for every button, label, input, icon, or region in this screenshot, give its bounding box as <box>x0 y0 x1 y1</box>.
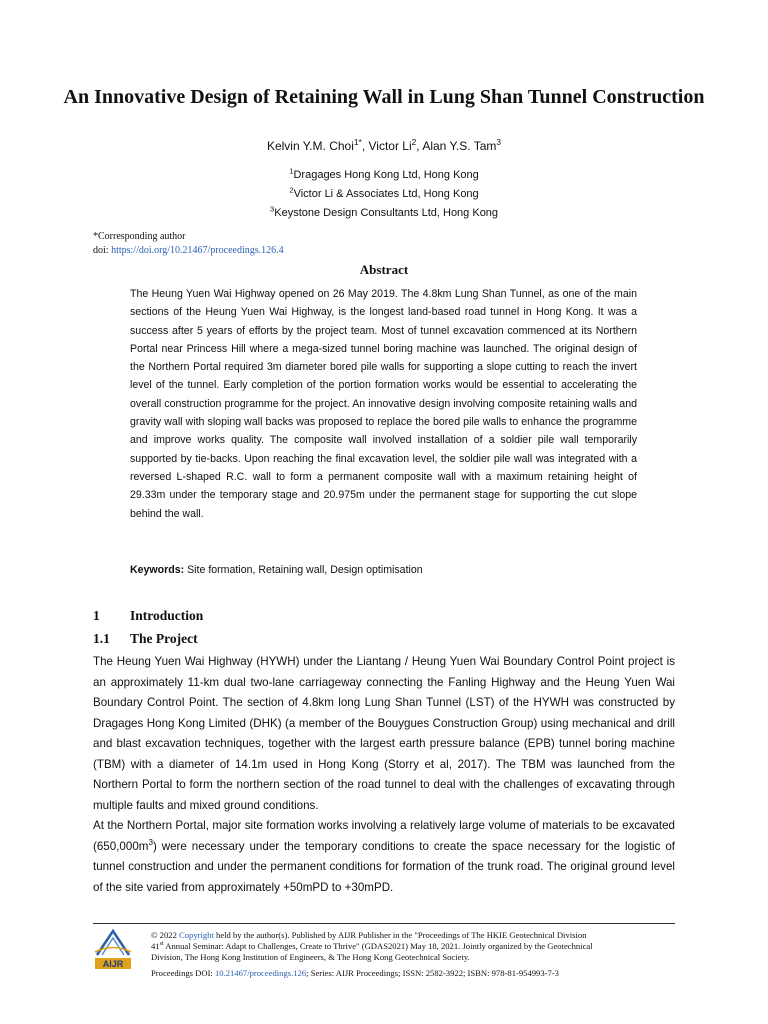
corresponding-author-note: *Corresponding author <box>93 231 186 242</box>
affiliation-3: $^3$Keystone Design Consultants Ltd, Hong Kong <box>269 204 499 219</box>
body-paragraph-1: The Heung Yuen Wai Highway (HYWH) under the Liantang / Heung Yuen Wai Boundary Control Point project is an approximately 11-km dual two-lane carriageway connecting the Fanling Highway and the Heung Yuen Wai Boundary Control Point. The section of 4.8km long Lung Shan Tunnel (LST) of the HYWH was constructed by Dragages Hong Kong Limited (DHK) (a member of the Bouygues Construction Group) using mechanical and drill and blast excavation techniques, together with the largest earth pressure balance (EPB) tunnel boring machine (TBM) with a diameter of 14.1m used in Hong Kong (Storry et al, 2017). The TBM was launched from the Northern Portal to form the northern section of the road tunnel to deal with the challenges of excavating through multiple faults and mixed ground conditions. <box>93 655 675 812</box>
proceedings-doi-link[interactable]: 10.21467/proceedings.126 <box>214 968 307 978</box>
author-1: Kelvin Y.M. Choi$^{1*}$, <box>266 137 369 153</box>
keywords-value: Site formation, Retaining wall, Design optimisation <box>184 564 423 576</box>
keywords-line <box>130 564 637 576</box>
doi-line: doi: https://doi.org/10.21467/proceedings.126.4 <box>93 245 284 256</box>
affiliation-1: $^1$Dragages Hong Kong Ltd, Hong Kong <box>289 166 479 181</box>
doi-link[interactable]: https://doi.org/10.21467/proceedings.126.4 <box>111 245 284 256</box>
body-text <box>93 652 675 898</box>
logo-text: AIJR <box>102 959 124 969</box>
footer-proceedings-doi: Proceedings DOI: 10.21467/proceedings.126; Series: AIJR Proceedings; ISSN: 2582-3922; ISBN: 978-81-954993-7-3 <box>151 968 559 978</box>
section-heading-the-project: 1.1 The Project <box>93 631 198 646</box>
paper-title: An Innovative Design of Retaining Wall in Lung Shan Tunnel Construction <box>63 86 705 108</box>
article-meta <box>93 230 284 258</box>
abstract-heading: Abstract <box>359 262 409 277</box>
abstract-text: The Heung Yuen Wai Highway opened on 26 May 2019. The 4.8km Lung Shan Tunnel, as one of the main sections of the Heung Yuen Wai Highway, is the longest land-based road tunnel in Hong Kong. It was a success after 5 years of efforts by the project team. Most of tunnel excavation commenced at its Northern Portal near Princess Hill where a mega-sized tunnel boring machine was launched. The original design of the Northern Portal required 3m diameter bored pile walls for supporting a slope cutting to reach the invert level of the tunnel. Early completion of the portion formation works would be essential to accelerating the overall construction programme for the project. An innovative design involving composite retaining walls and gravity wall with sloping wall backs was proposed to replace the bored pile walls to enhance the programme and improve works quality. The composite wall involved installation of a soldier pile wall temporarily supported by tie-backs. Upon reaching the final excavation level, the soldier pile wall was integrated with a reversed L-shaped R.C. wall to form a permanent composite wall with a maximum retaining height of 29.33m under the temporary stage and 20.975m under the permanent stage for supporting the cut slope behind the wall. <box>130 288 637 520</box>
body-paragraph-2: At the Northern Portal, major site formation works involving a relatively large volume of materials to be excavated $(650,000m^3)$ were necessary under the temporary conditions to create the space necessary for the logistic of tunnel construction and under the permanent conditions for formation of the trunk road. The original ground level of the site varied from approximately +50mPD to +30mPD. <box>93 819 675 894</box>
author-2: Victor Li$^2$, <box>368 137 423 153</box>
copyright-link[interactable]: Copyright <box>179 930 214 940</box>
affiliations <box>60 166 708 223</box>
footer-divider <box>93 923 675 924</box>
author-3: Alan Y.S. Tam$^3$ <box>422 137 502 153</box>
author-list <box>60 139 708 153</box>
section-heading-introduction: 1 Introduction <box>93 608 204 623</box>
keywords-label: Keywords: <box>130 564 185 576</box>
footer-copyright: © 2022 Copyright held by the author(s). Published by AIJR Publisher in the "Proceedings of The HKIE Geotechnical Division 41st Annual Seminar: Adapt to Challenges, Create to Thrive" (GDAS2021) May 18, 2021. Jointly organized by the Geotechnical Division, The Hong Kong Institution of Engineers, & The Hong Kong Geotechnical Society. <box>151 930 593 962</box>
affiliation-2: $^2$Victor Li & Associates Ltd, Hong Kong <box>289 185 479 200</box>
aijr-logo <box>93 927 133 971</box>
